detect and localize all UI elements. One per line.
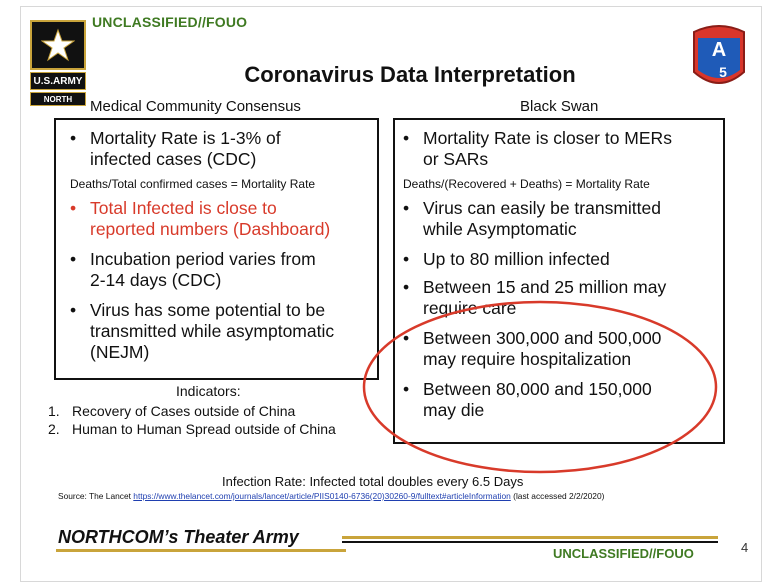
mortality-formula: Deaths/(Recovered + Deaths) = Mortality Rate [403, 177, 650, 191]
left-column-heading: Medical Community Consensus [90, 98, 301, 115]
footer-divider [342, 536, 718, 539]
us-army-north-logo [30, 20, 86, 112]
footer-divider [342, 541, 718, 543]
logo-usarmy-text: U.S.ARMY [30, 72, 86, 90]
mortality-formula: Deaths/Total confirmed cases = Mortality Rate [70, 177, 316, 191]
source-citation: Source: The Lancet https://www.thelancet.com/journals/lancet/article/PIIS0140-6736(20)30260-9/fulltext#articleInformation (last accessed 2/2/2020) [58, 491, 605, 501]
classification-bottom: UNCLASSIFIED//FOUO [553, 546, 694, 561]
patch-number: 5 [719, 64, 727, 80]
army-star-icon [30, 20, 86, 70]
indicators-title: Indicators: [176, 383, 241, 399]
medical-consensus-box [54, 118, 379, 380]
list-item: • Mortality Rate is 1-3% of infected cases (CDC) [70, 128, 281, 169]
classification-top: UNCLASSIFIED//FOUO [92, 14, 248, 30]
list-item: • Incubation period varies from 2-14 days (CDC) [70, 249, 316, 290]
fifth-army-patch-icon [688, 22, 750, 94]
list-item: • Between 300,000 and 500,000 may require hospitalization [403, 328, 662, 369]
list-item: • Mortality Rate is closer to MERs or SARs [403, 128, 672, 169]
list-item: 2. Human to Human Spread outside of China [48, 421, 336, 437]
page-number: 4 [741, 540, 749, 555]
logo-north-text: NORTH [30, 92, 86, 106]
slide-title: Coronavirus Data Interpretation [244, 62, 576, 87]
list-item: • Between 80,000 and 150,000 may die [403, 379, 652, 420]
list-item: • Virus has some potential to be transmitted while asymptomatic (NEJM) [70, 300, 335, 362]
list-item: 1. Recovery of Cases outside of China [48, 403, 296, 419]
list-item: • Virus can easily be transmitted while Asymptomatic [403, 198, 661, 239]
list-item: • Up to 80 million infected [403, 249, 610, 269]
source-link[interactable]: https://www.thelancet.com/journals/lancet/article/PIIS0140-6736(20)30260-9/fulltext#articleInformation [133, 491, 511, 501]
list-item: • Between 15 and 25 million may require care [403, 277, 667, 318]
footer-brand: NORTHCOM’s Theater Army [58, 527, 299, 547]
list-item: • Total Infected is close to reported numbers (Dashboard) [70, 198, 331, 239]
right-column-heading: Black Swan [520, 98, 599, 115]
patch-letter: A [711, 39, 727, 61]
infection-rate-text: Infection Rate: Infected total doubles every 6.5 Days [222, 474, 524, 489]
footer-underline [56, 549, 346, 552]
black-swan-box [393, 118, 725, 444]
